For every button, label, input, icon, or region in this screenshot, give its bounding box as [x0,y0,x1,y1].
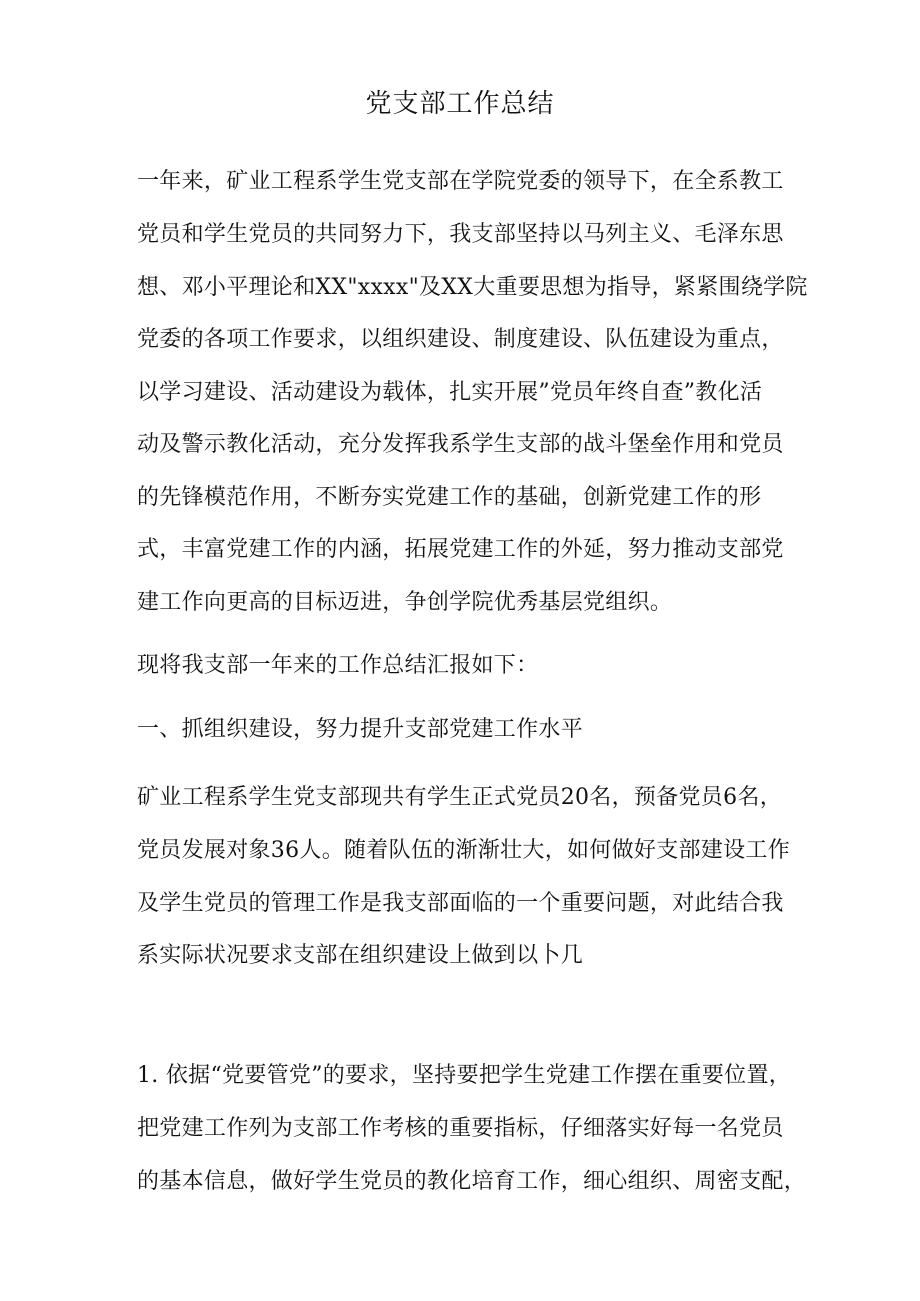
intro-line-4: 党委的各项工作要求，以组织建设、制度建设、队伍建设为重点， [137,327,784,352]
item-1-line-3: 的基本信息，做好学生党员的教化培育工作，细心组织、周密支配， [137,1169,807,1194]
item-1-line-1: 1. 依据“党要管党”的要求，坚持要把学生党建工作摆在重要位置， [137,1063,792,1088]
section-1-heading: 一、抓组织建设，努力提升支部党建工作水平 [137,717,584,742]
section-1-line-4: 系实际状况要求支部在组织建设上做到以卜几 [137,943,584,968]
section-1-line-3: 及学生党员的管理工作是我支部面临的一个重要问题，对此结合我 [137,891,784,916]
intro-line-9: 建工作向更高的目标迈进，争创学院优秀基层党组织。 [137,590,673,615]
intro-line-3: 想、邓小平理论和XX"xxxx"及XX大重要思想为指导，紧紧围绕学院 [137,275,808,300]
intro-line-6: 动及警示教化活动，充分发挥我系学生支部的战斗堡垒作用和党员 [137,432,784,457]
intro-line-8: 式，丰富党建工作的内涵，拓展党建工作的外延，努力推动支部党 [137,537,784,562]
item-1-line-2: 把党建工作列为支部工作考核的重要指标，仔细落实好每一名党员 [137,1116,784,1141]
section-1-line-1: 矿业工程系学生党支部现共有学生正式党员20名，预备党员6名， [137,785,782,810]
document-title: 党支部工作总结 [365,89,555,119]
intro-line-1: 一年来，矿业工程系学生党支部在学院党委的领导下，在全系教工 [137,169,784,194]
section-1-line-2: 党员发展对象36人。随着队伍的渐渐壮大，如何做好支部建设工作 [137,838,790,863]
intro-line-2: 党员和学生党员的共同努力下，我支部坚持以马列主义、毛泽东思 [137,222,784,247]
report-intro: 现将我支部一年来的工作总结汇报如下： [137,653,539,678]
intro-line-7: 的先锋模范作用，不断夯实党建工作的基础，创新党建工作的形 [137,485,762,510]
intro-line-5: 以学习建设、活动建设为载体，扎实开展”党员年终自查”教化活 [137,380,763,405]
